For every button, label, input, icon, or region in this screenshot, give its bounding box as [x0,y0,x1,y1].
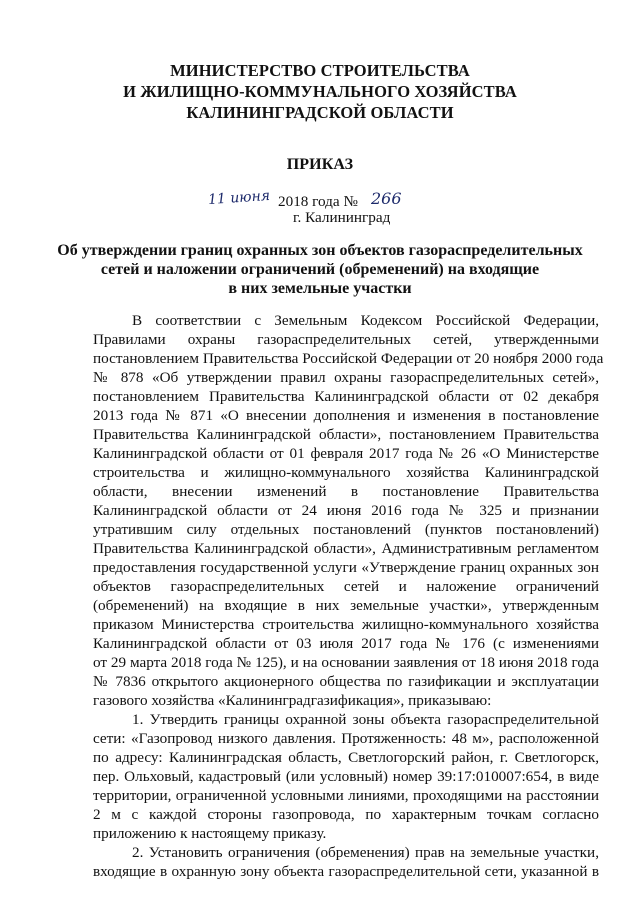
body-line: Правительства Калининградской области», постановлением Правительства [93,426,599,443]
body-line: № 878 «Об утверждении правил охраны газораспределительных сетей», [93,369,599,386]
body-line: (обременений) на входящие в них земельные участки», утвержденным [93,597,599,614]
order-title-line-2: сетей и наложении ограничений (обременений) на входящие [100,261,540,278]
ministry-header-line-1: МИНИСТЕРСТВО СТРОИТЕЛЬСТВА [170,61,470,80]
body-line: 2. Установить ограничения (обременения) прав на земельные участки, [132,844,599,861]
body-line: В соответствии с Земельным Кодексом Российской Федерации, [132,312,599,329]
body-line: Правительства Калининградской области», Административным регламентом [93,540,599,557]
city-line: г. Калининград [293,209,391,226]
body-line: 1. Утвердить границы охранной зоны объекта газораспределительной [132,711,599,728]
body-line: 2013 года № 871 «О внесении дополнения и изменения в постановление [93,407,599,424]
body-line: Правилами охраны газораспределительных сетей, утвержденными [93,331,599,348]
doc-type-heading: ПРИКАЗ [286,156,354,173]
body-line: Калининградской области от 24 июня 2016 года № 325 и признании [93,502,599,519]
body-line: приложению к настоящему приказу. [93,825,327,842]
handwritten-date: 11 июня [207,187,271,209]
body-line: постановлением Правительства Российской Федерации от 20 ноября 2000 года [93,350,604,367]
body-line: сети: «Газопровод низкого давления. Протяженность: 48 м», расположенной [93,730,599,747]
ministry-header-line-3: КАЛИНИНГРАДСКОЙ ОБЛАСТИ [186,103,454,122]
order-title-line-1: Об утверждении границ охранных зон объектов газораспределительных [57,242,583,259]
body-line: 2 м с каждой стороны газопровода, по характерным точкам согласно [93,806,599,823]
body-line: предоставления государственной услуги «Утверждение границ охранных зон [93,559,599,576]
printed-date-number: 2018 года № [278,193,358,210]
body-line: по адресу: Калининградская область, Светлогорский район, г. Светлогорск, [93,749,599,766]
body-line: газового хозяйства «Калининградгазификация», приказываю: [93,692,492,709]
order-title-line-3: в них земельные участки [228,280,412,297]
body-line: постановлением Правительства Калининградской области от 02 декабря [93,388,599,405]
body-line: приказом Министерства строительства жилищно-коммунального хозяйства [93,616,599,633]
body-line: Калининградской области от 01 февраля 2017 года № 26 «О Министерстве [93,445,599,462]
body-line: № 7836 открытого акционерного общества по газификации и эксплуатации [93,673,599,690]
body-line: пер. Ольховый, кадастровый (или условный) номер 39:17:010007:654, в виде [93,768,599,785]
ministry-header-line-2: И ЖИЛИЩНО-КОММУНАЛЬНОГО ХОЗЯЙСТВА [123,82,517,101]
body-line: территории, ограниченной условными линиями, проходящими на расстоянии [93,787,599,804]
body-line: утратившим силу отдельных постановлений (пунктов постановлений) [93,521,599,538]
body-line: входящие в охранную зону объекта газораспределительной сети, указанной в [93,863,599,880]
body-line: строительства и жилищно-коммунального хозяйства Калининградской [93,464,599,481]
body-line: Калининградской области от 03 июля 2017 года № 176 (с изменениями [93,635,599,652]
body-line: от 29 марта 2018 года № 125), и на основании заявления от 18 июня 2018 года [93,654,599,671]
body-line: объектов газораспределительных сетей и наложение ограничений [93,578,599,595]
handwritten-order-number: 266 [371,189,402,208]
body-line: области, внесении изменений в постановление Правительства [93,483,599,500]
